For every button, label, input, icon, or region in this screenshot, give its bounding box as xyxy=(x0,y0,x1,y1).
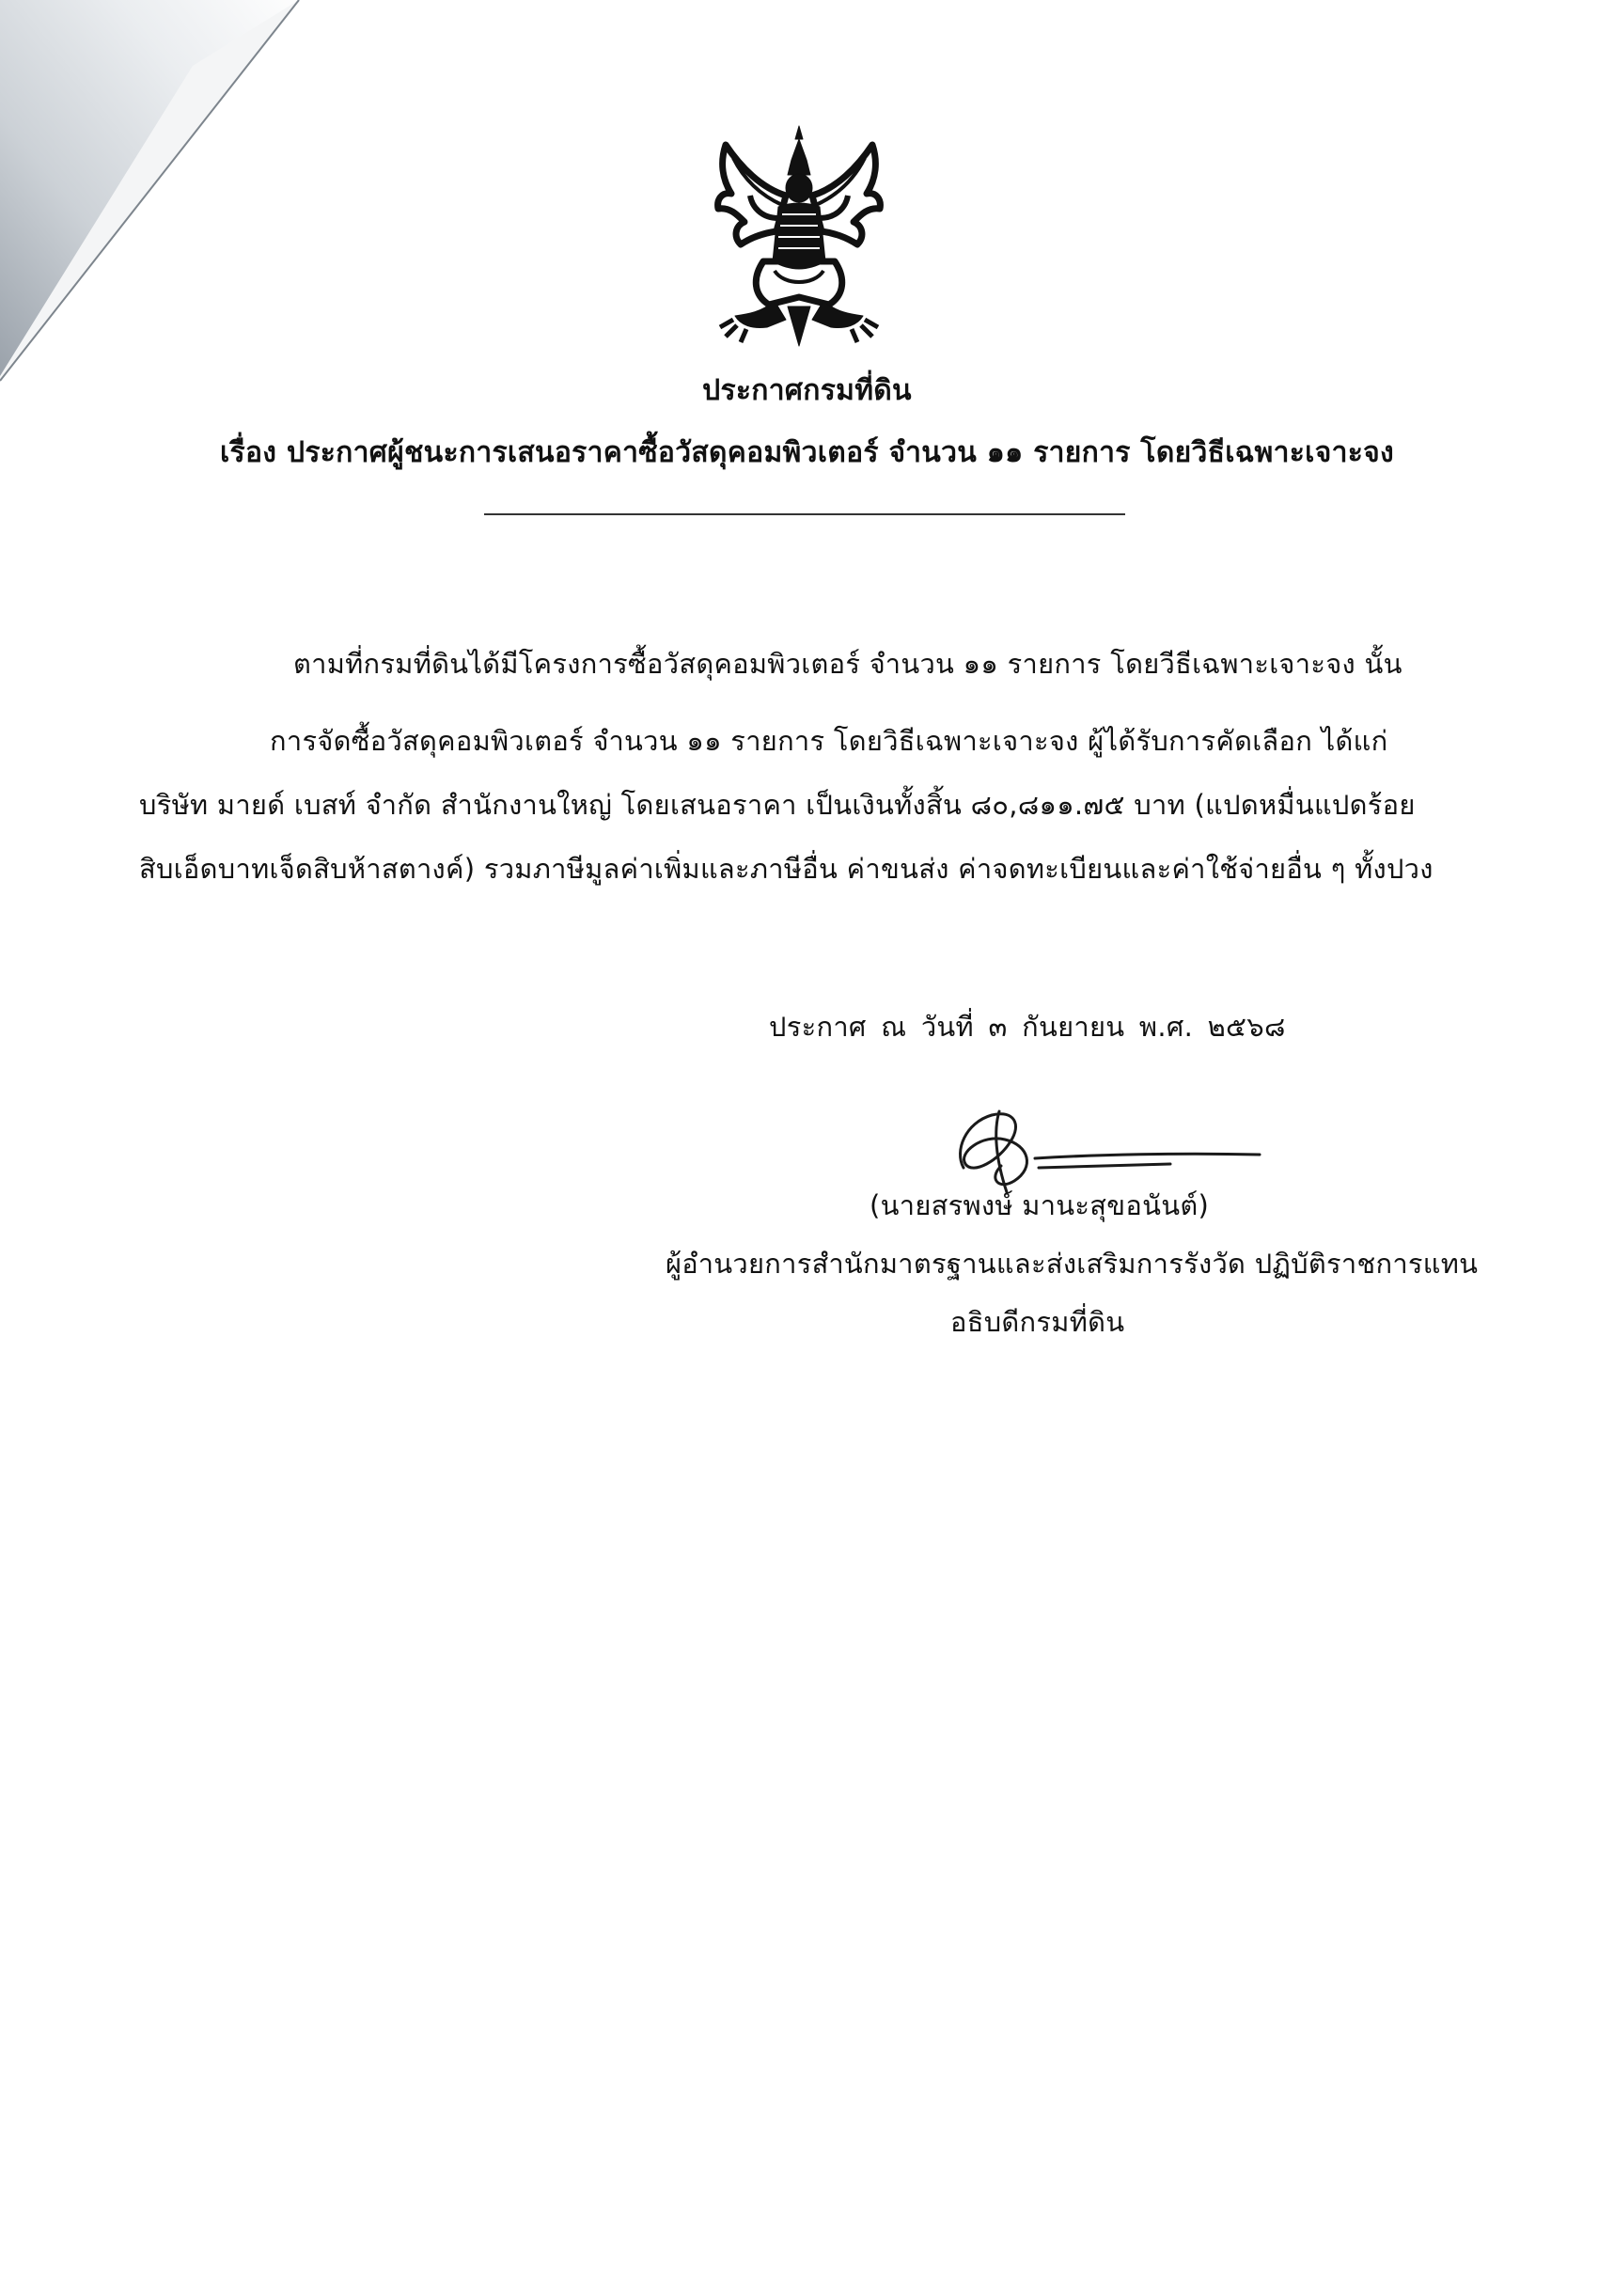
announcement-title: ประกาศกรมที่ดิน xyxy=(702,374,912,407)
body-line-4: สิบเอ็ดบาทเจ็ดสิบห้าสตางค์) รวมภาษีมูลค่าเพิ่มและภาษีอื่น ค่าขนส่ง ค่าจดทะเบียนและค่าใช้จ่ายอื่น ๆ ทั้งปวง xyxy=(139,853,1434,885)
announcement-subject: เรื่อง ประกาศผู้ชนะการเสนอราคาซื้อวัสดุคอมพิวเตอร์ จำนวน ๑๑ รายการ โดยวิธีเฉพาะเจาะจง xyxy=(220,436,1394,469)
folded-corner xyxy=(0,0,320,395)
signer-name: (นายสรพงษ์ มานะสุขอนันต์) xyxy=(870,1189,1210,1221)
announced-date: ประกาศ ณ วันที่ ๓ กันยายน พ.ศ. ๒๕๖๘ xyxy=(769,1011,1286,1043)
body-line-2: การจัดซื้อวัสดุคอมพิวเตอร์ จำนวน ๑๑ รายการ โดยวิธีเฉพาะเจาะจง ผู้ได้รับการคัดเลือก ได้แก่ xyxy=(270,725,1388,757)
garuda-emblem-icon xyxy=(696,120,902,355)
body-line-1: ตามที่กรมที่ดินได้มีโครงการซื้อวัสดุคอมพิวเตอร์ จำนวน ๑๑ รายการ โดยวีธีเฉพาะเจาะจง นั้น xyxy=(293,648,1402,680)
signer-position-line-2: อธิบดีกรมที่ดิน xyxy=(950,1306,1125,1338)
body-line-3: บริษัท มายด์ เบสท์ จำกัด สำนักงานใหญ่ โดยเสนอราคา เป็นเงินทั้งสิ้น ๘๐,๘๑๑.๗๕ บาท (แปดหมื่นแปดร้อย xyxy=(139,789,1416,821)
signer-position-line-1: ผู้อำนวยการสำนักมาตรฐานและส่งเสริมการรังวัด ปฏิบัติราชการแทน xyxy=(666,1248,1479,1280)
title-divider xyxy=(484,513,1125,515)
